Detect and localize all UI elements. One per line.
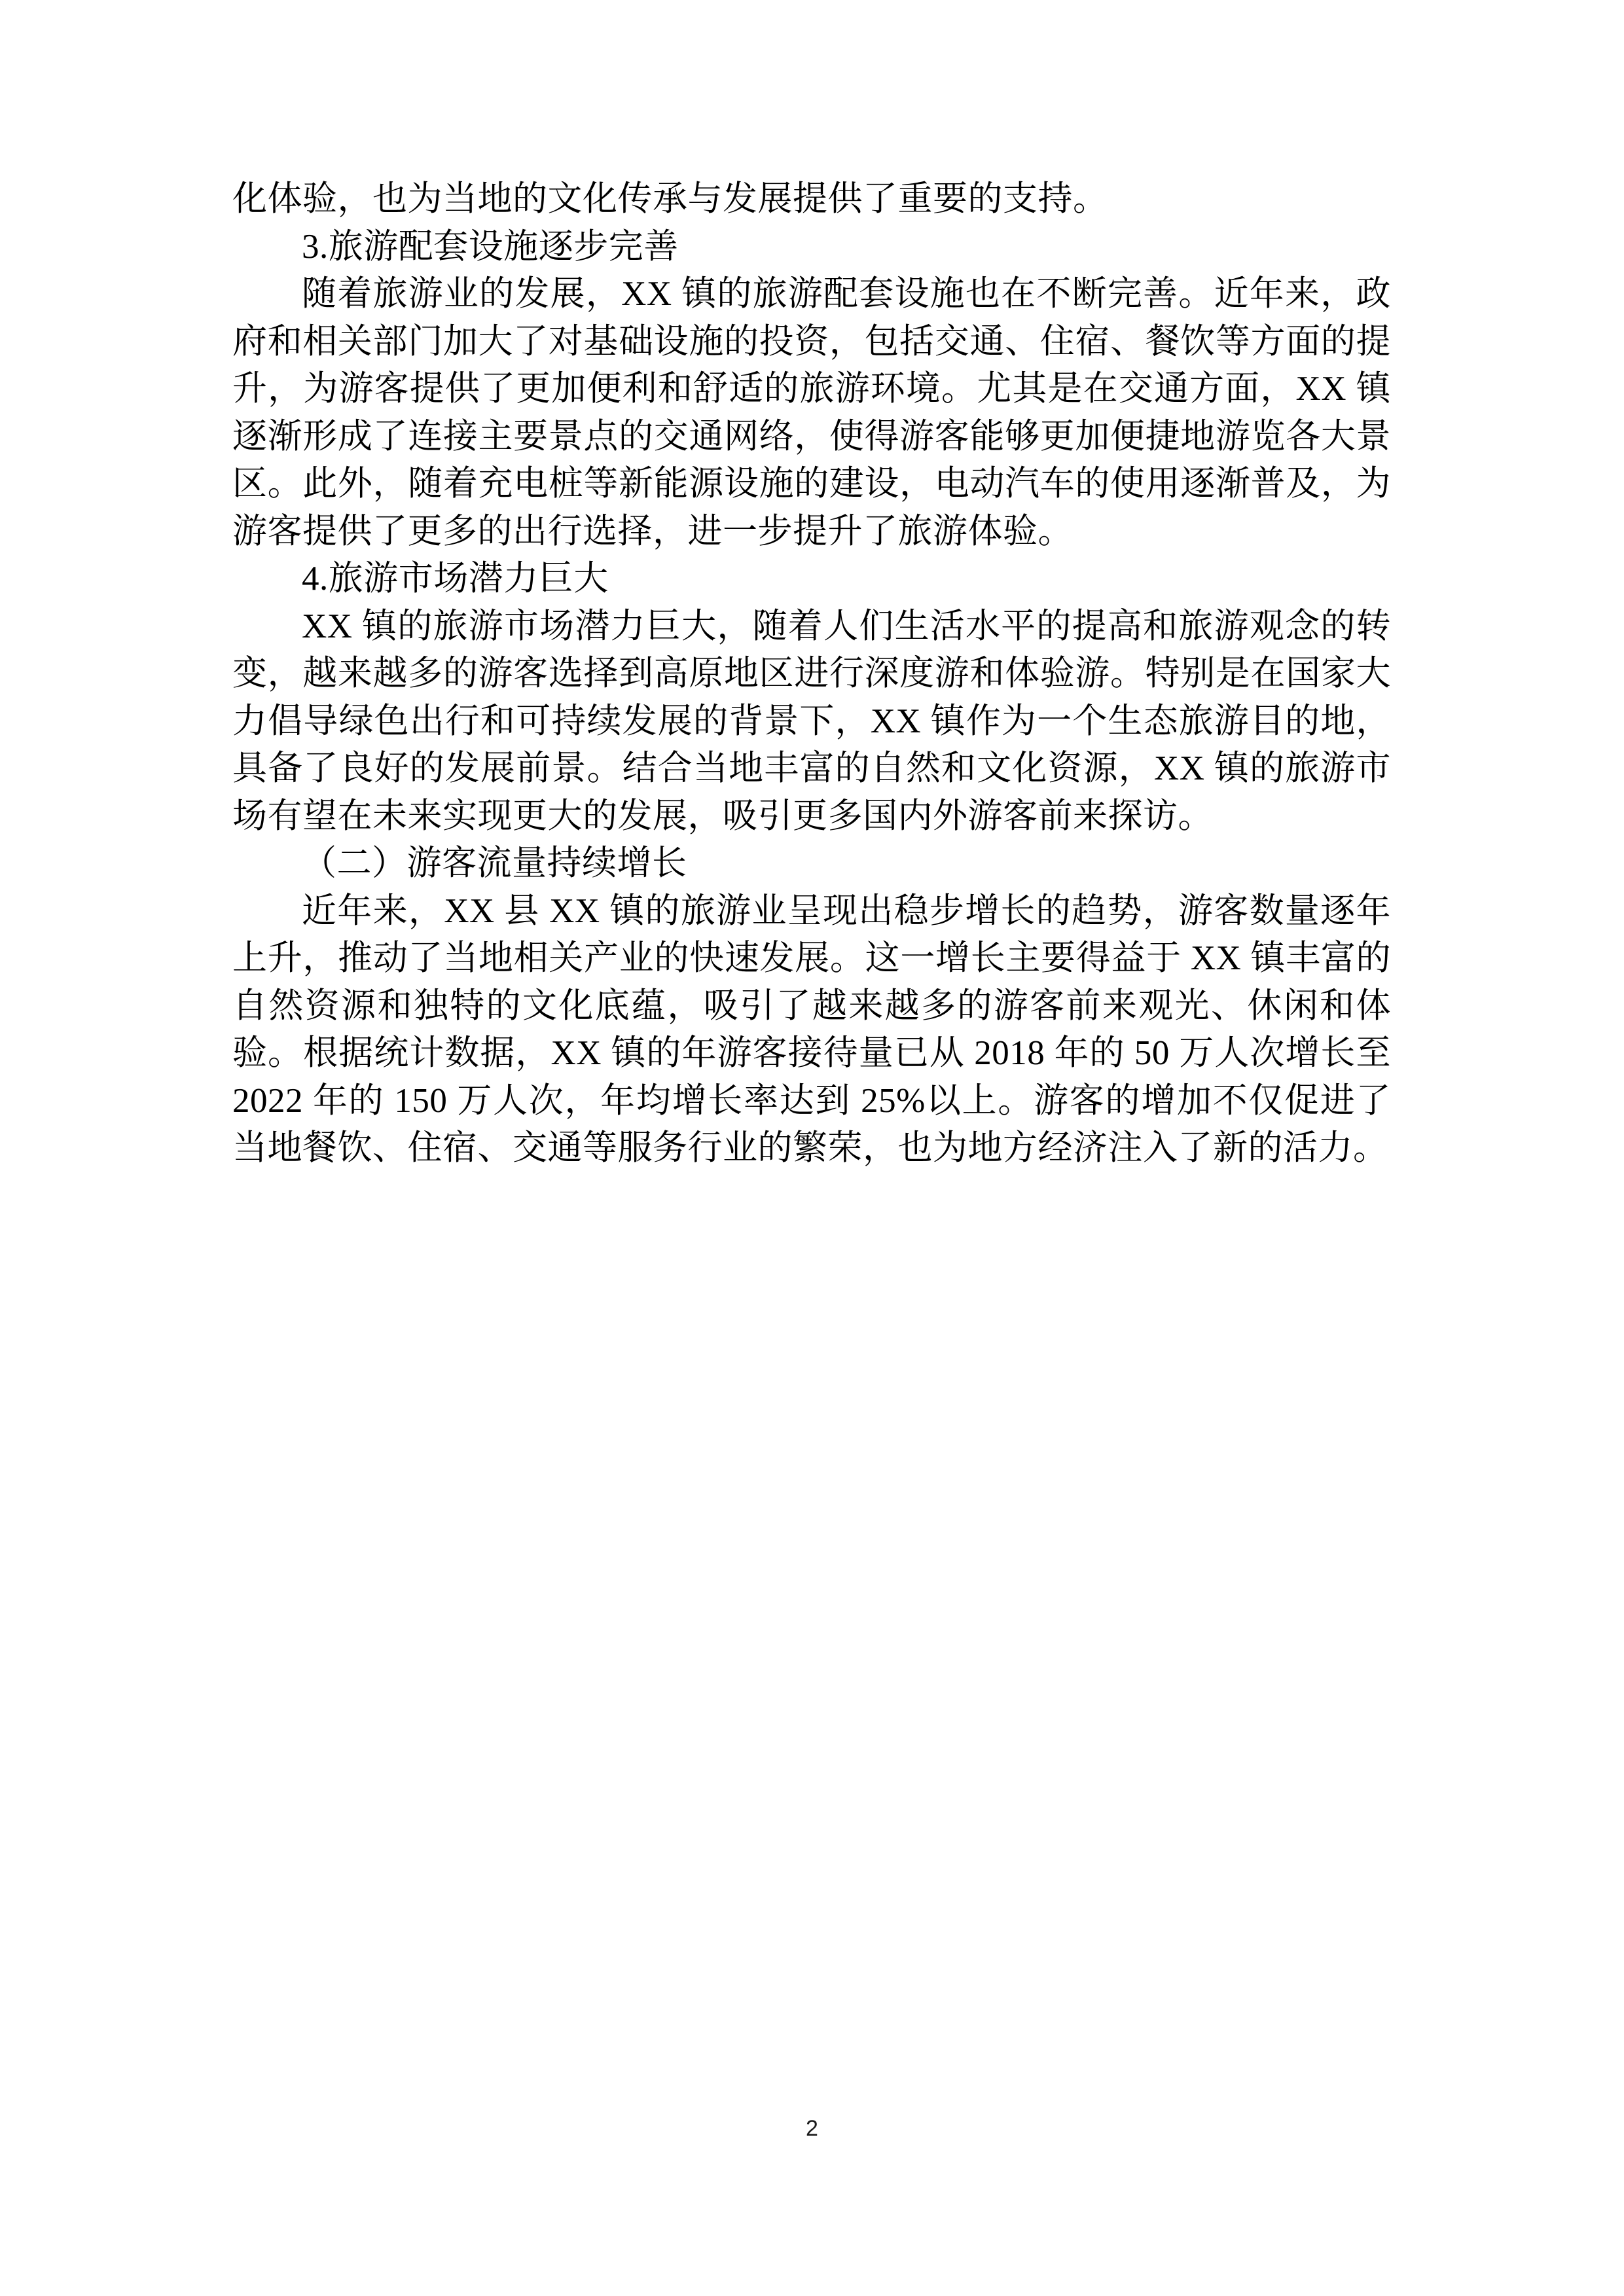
heading-market-potential: 4.旅游市场潜力巨大 [302, 560, 609, 598]
page-content [232, 175, 1391, 1172]
paragraph-tourism-facilities: 随着旅游业的发展，XX 镇的旅游配套设施也在不断完善。近年来，政府和相关部门加大了对基础设施的投资，包括交通、住宿、餐饮等方面的提升，为游客提供了更加便利和舒适的旅游环境。尤其是在交通方面，XX 镇逐渐形成了连接主要景点的交通网络，使得游客能够更加便捷地游览各大景区。此外，随着充电桩等新能源设施的建设，电动汽车的使用逐渐普及，为游客提供了更多的出行选择，进一步提升了旅游体验。 [232, 275, 1391, 550]
page-number: 2 [806, 2116, 818, 2141]
heading-tourism-facilities: 3.旅游配套设施逐步完善 [302, 227, 679, 266]
paragraph-continuation: 化体验，也为当地的文化传承与发展提供了重要的支持。 [232, 180, 1108, 218]
heading-visitor-growth: （二）游客流量持续增长 [302, 844, 687, 882]
paragraph-market-potential: XX 镇的旅游市场潜力巨大，随着人们生活水平的提高和旅游观念的转变，越来越多的游客选择到高原地区进行深度游和体验游。特别是在国家大力倡导绿色出行和可持续发展的背景下，XX 镇作为一个生态旅游目的地，具备了良好的发展前景。结合当地丰富的自然和文化资源，XX 镇的旅游市场有望在未来实现更大的发展，吸引更多国内外游客前来探访。 [232, 607, 1391, 835]
paragraph-visitor-growth: 近年来，XX 县 XX 镇的旅游业呈现出稳步增长的趋势，游客数量逐年上升，推动了当地相关产业的快速发展。这一增长主要得益于 XX 镇丰富的自然资源和独特的文化底蕴，吸引了越来越多的游客前来观光、休闲和体验。根据统计数据，XX 镇的年游客接待量已从 2018 年的 50 万人次增长至 2022 年的 150 万人次，年均增长率达到 25%以上。游客的增加不仅促进了当地餐饮、住宿、交通等服务行业的繁荣，也为地方经济注入了新的活力。 [232, 891, 1391, 1167]
